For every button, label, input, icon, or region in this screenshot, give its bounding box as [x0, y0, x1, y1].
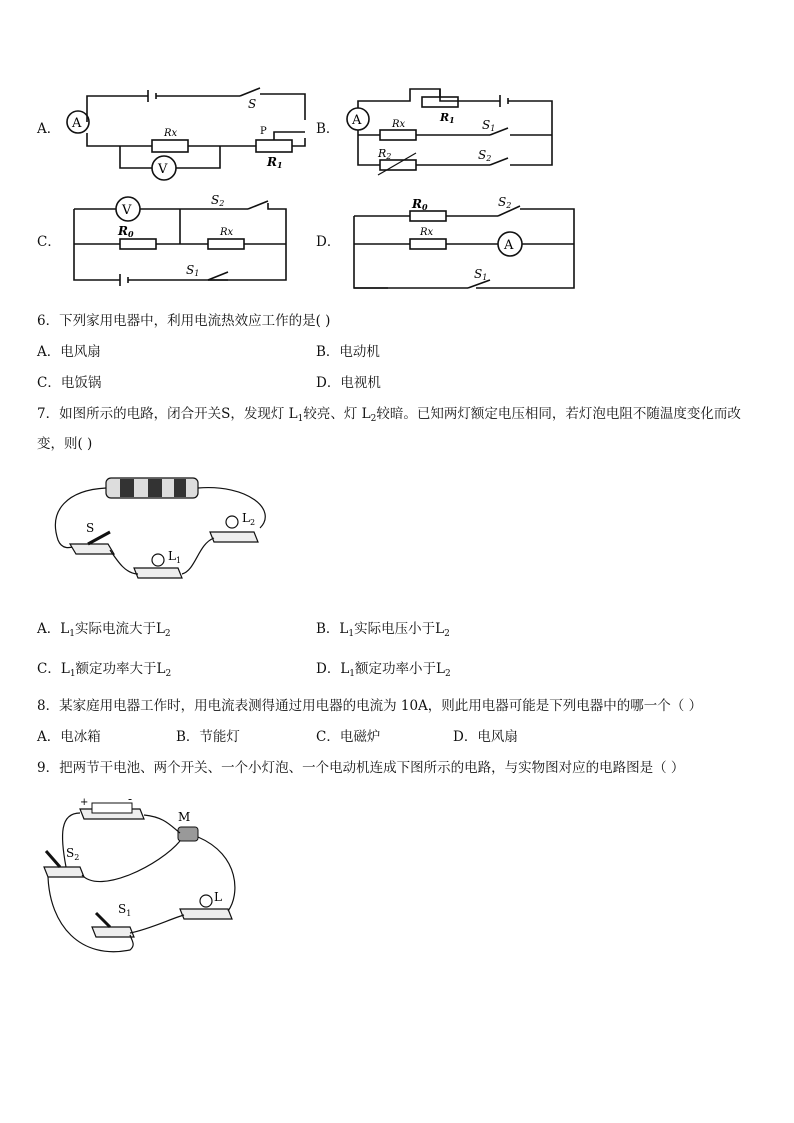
switch-s2-base-icon	[44, 867, 84, 877]
bulb-l2-label: $L_2$	[242, 511, 256, 527]
question-9-stem: 9．把两节干电池、两个开关、一个小灯泡、一个电动机连成下图所示的电路，与实物图对应的电路图是（ ）	[37, 760, 685, 776]
switch-base-icon	[70, 544, 114, 554]
question-8-stem: 8．某家庭用电器工作时，用电流表测得通过用电器的电流为 10A，则此用电器可能是下列电器中的哪一个（ ）	[37, 698, 703, 714]
q6-option-c[interactable]: C．电饭锅	[37, 375, 102, 391]
bulb-l2-base-icon	[210, 532, 258, 542]
circuit-diagram-d	[348, 192, 583, 292]
circuit-diagram-c	[68, 192, 293, 292]
s1-label: S1	[474, 267, 488, 282]
q6-option-a[interactable]: A．电风扇	[37, 344, 101, 360]
option-c-label: C．	[37, 234, 61, 250]
motor-m-label: M	[178, 810, 191, 824]
q7-option-a[interactable]: A．$L_1$实际电流大于$L_2$	[37, 621, 171, 639]
option-d-label: D．	[316, 234, 341, 250]
motor-icon	[178, 827, 198, 841]
s2-label: S2	[211, 193, 225, 208]
q8-option-d[interactable]: D．电风扇	[453, 729, 518, 745]
switch-s1-label: $S_1$	[118, 902, 132, 918]
circuit-diagram-a	[60, 88, 320, 188]
bulb-l1-base-icon	[134, 568, 182, 578]
switch-s-label: S	[86, 521, 95, 535]
question-6-stem: 6．下列家用电器中，利用电流热效应工作的是( )	[37, 313, 331, 329]
q8-option-b[interactable]: B．节能灯	[176, 729, 240, 745]
bulb-base-icon	[180, 909, 232, 919]
switch-label: S	[248, 97, 257, 111]
bulb-l1-label: $L_1$	[168, 549, 182, 565]
s2-label: S2	[498, 195, 512, 210]
switch-s2-label: $S_2$	[66, 846, 80, 862]
bulb-l2-icon	[226, 516, 238, 528]
r0-label: R0	[412, 197, 428, 212]
option-a-label: A．	[37, 121, 61, 137]
switch-s1-base-icon	[92, 927, 134, 937]
bulb-l-label: L	[214, 890, 222, 904]
r0-label: R0	[118, 224, 134, 239]
q6-option-b[interactable]: B．电动机	[316, 344, 380, 360]
q9-circuit-illustration	[40, 792, 250, 960]
q7-option-c[interactable]: C．$L_1$额定功率大于$L_2$	[37, 661, 172, 679]
option-b-label: B．	[316, 121, 340, 137]
r1-label: R1	[267, 155, 283, 170]
battery-plus-label: +	[80, 797, 89, 808]
question-7-stem: 7．如图所示的电路，闭合开关S，发现灯 $L_1$较亮、灯 $L_2$较暗。已知两灯额定电压相同，若灯泡电阻不随温度变化而改变，则( )	[37, 406, 741, 452]
ammeter-symbol: A	[504, 238, 514, 253]
rx-label: Rx	[220, 227, 234, 238]
q7-option-b[interactable]: B．$L_1$实际电压小于$L_2$	[316, 621, 450, 639]
q6-option-d[interactable]: D．电视机	[316, 375, 381, 391]
rx-label: Rx	[164, 128, 178, 139]
voltmeter-symbol: V	[122, 203, 132, 218]
bulb-l1-icon	[152, 554, 164, 566]
s1-label: S1	[186, 263, 200, 278]
bulb-icon	[200, 895, 212, 907]
q8-option-c[interactable]: C．电磁炉	[316, 729, 381, 745]
r1-label: R1	[440, 111, 455, 125]
q7-circuit-illustration	[48, 470, 278, 590]
ammeter-symbol: A	[72, 116, 82, 131]
q8-option-a[interactable]: A．电冰箱	[37, 729, 101, 745]
r2-label: R2	[378, 147, 392, 161]
slider-p-label: P	[260, 126, 267, 137]
rx-label: Rx	[420, 227, 434, 238]
ammeter-symbol: A	[352, 113, 362, 128]
circuit-diagram-b	[340, 85, 560, 185]
rx-label: Rx	[392, 119, 406, 130]
q7-option-d[interactable]: D．$L_1$额定功率小于$L_2$	[316, 661, 451, 679]
s2-label: S2	[478, 148, 492, 163]
battery-minus-label: -	[128, 792, 133, 806]
s1-label: S1	[482, 118, 496, 133]
voltmeter-symbol: V	[158, 162, 168, 177]
